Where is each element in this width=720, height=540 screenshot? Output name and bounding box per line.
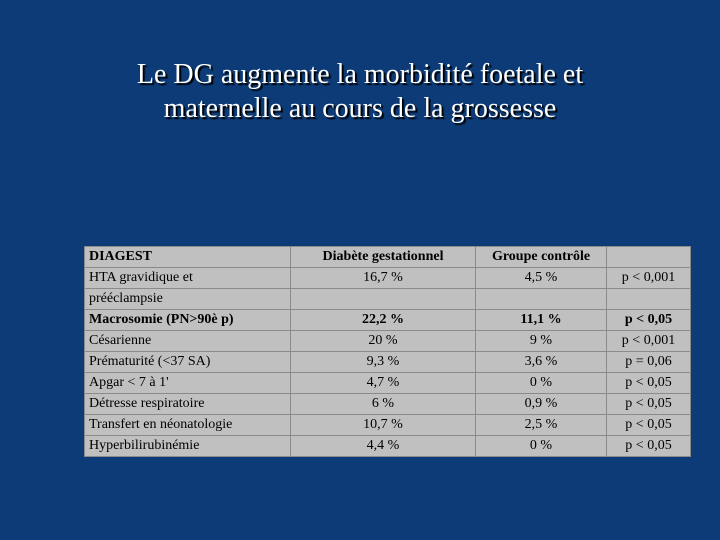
row-dg-value: 22,2 % bbox=[291, 310, 476, 331]
row-p-value: p < 0,001 bbox=[607, 268, 691, 289]
header-cell-study: DIAGEST bbox=[85, 247, 291, 268]
row-control-value: 9 % bbox=[476, 331, 607, 352]
slide-title-line-2: maternelle au cours de la grossesse bbox=[163, 93, 557, 124]
row-dg-value: 4,7 % bbox=[291, 373, 476, 394]
header-cell-p-value bbox=[607, 247, 691, 268]
row-p-value: p < 0,05 bbox=[607, 415, 691, 436]
row-label: Transfert en néonatologie bbox=[85, 415, 291, 436]
row-label: Apgar < 7 à 1' bbox=[85, 373, 291, 394]
row-control-value: 3,6 % bbox=[476, 352, 607, 373]
row-p-value: p < 0,05 bbox=[607, 310, 691, 331]
row-p-value: p = 0,06 bbox=[607, 352, 691, 373]
row-control-value: 0,9 % bbox=[476, 394, 607, 415]
row-dg-value: 9,3 % bbox=[291, 352, 476, 373]
header-cell-gestational-diabetes: Diabète gestationnel bbox=[291, 247, 476, 268]
row-p-value: p < 0,05 bbox=[607, 373, 691, 394]
row-p-value: p < 0,05 bbox=[607, 436, 691, 457]
row-control-value bbox=[476, 289, 607, 310]
row-label: Détresse respiratoire bbox=[85, 394, 291, 415]
table-row bbox=[85, 352, 691, 373]
row-dg-value: 10,7 % bbox=[291, 415, 476, 436]
row-label: prééclampsie bbox=[85, 289, 291, 310]
row-p-value: p < 0,05 bbox=[607, 394, 691, 415]
table-row bbox=[85, 373, 691, 394]
row-control-value: 0 % bbox=[476, 373, 607, 394]
row-p-value bbox=[607, 289, 691, 310]
row-control-value: 11,1 % bbox=[476, 310, 607, 331]
row-label: Prématurité (<37 SA) bbox=[85, 352, 291, 373]
row-dg-value: 4,4 % bbox=[291, 436, 476, 457]
row-control-value: 0 % bbox=[476, 436, 607, 457]
header-cell-control-group: Groupe contrôle bbox=[476, 247, 607, 268]
row-dg-value: 20 % bbox=[291, 331, 476, 352]
table-row bbox=[85, 436, 691, 457]
table-row bbox=[85, 331, 691, 352]
table-row bbox=[85, 415, 691, 436]
row-label: Macrosomie (PN>90è p) bbox=[85, 310, 291, 331]
table-row bbox=[85, 268, 691, 289]
row-dg-value: 16,7 % bbox=[291, 268, 476, 289]
row-label: HTA gravidique et bbox=[85, 268, 291, 289]
row-label: Hyperbilirubinémie bbox=[85, 436, 291, 457]
slide-title-line-1: Le DG augmente la morbidité foetale et bbox=[136, 59, 584, 90]
row-dg-value bbox=[291, 289, 476, 310]
table-row bbox=[85, 394, 691, 415]
row-p-value: p < 0,001 bbox=[607, 331, 691, 352]
row-control-value: 4,5 % bbox=[476, 268, 607, 289]
row-dg-value: 6 % bbox=[291, 394, 476, 415]
table-row bbox=[85, 289, 691, 310]
results-table bbox=[84, 246, 691, 457]
table-header-row bbox=[85, 247, 691, 268]
row-label: Césarienne bbox=[85, 331, 291, 352]
slide-title bbox=[40, 58, 680, 126]
table-row bbox=[85, 310, 691, 331]
row-control-value: 2,5 % bbox=[476, 415, 607, 436]
